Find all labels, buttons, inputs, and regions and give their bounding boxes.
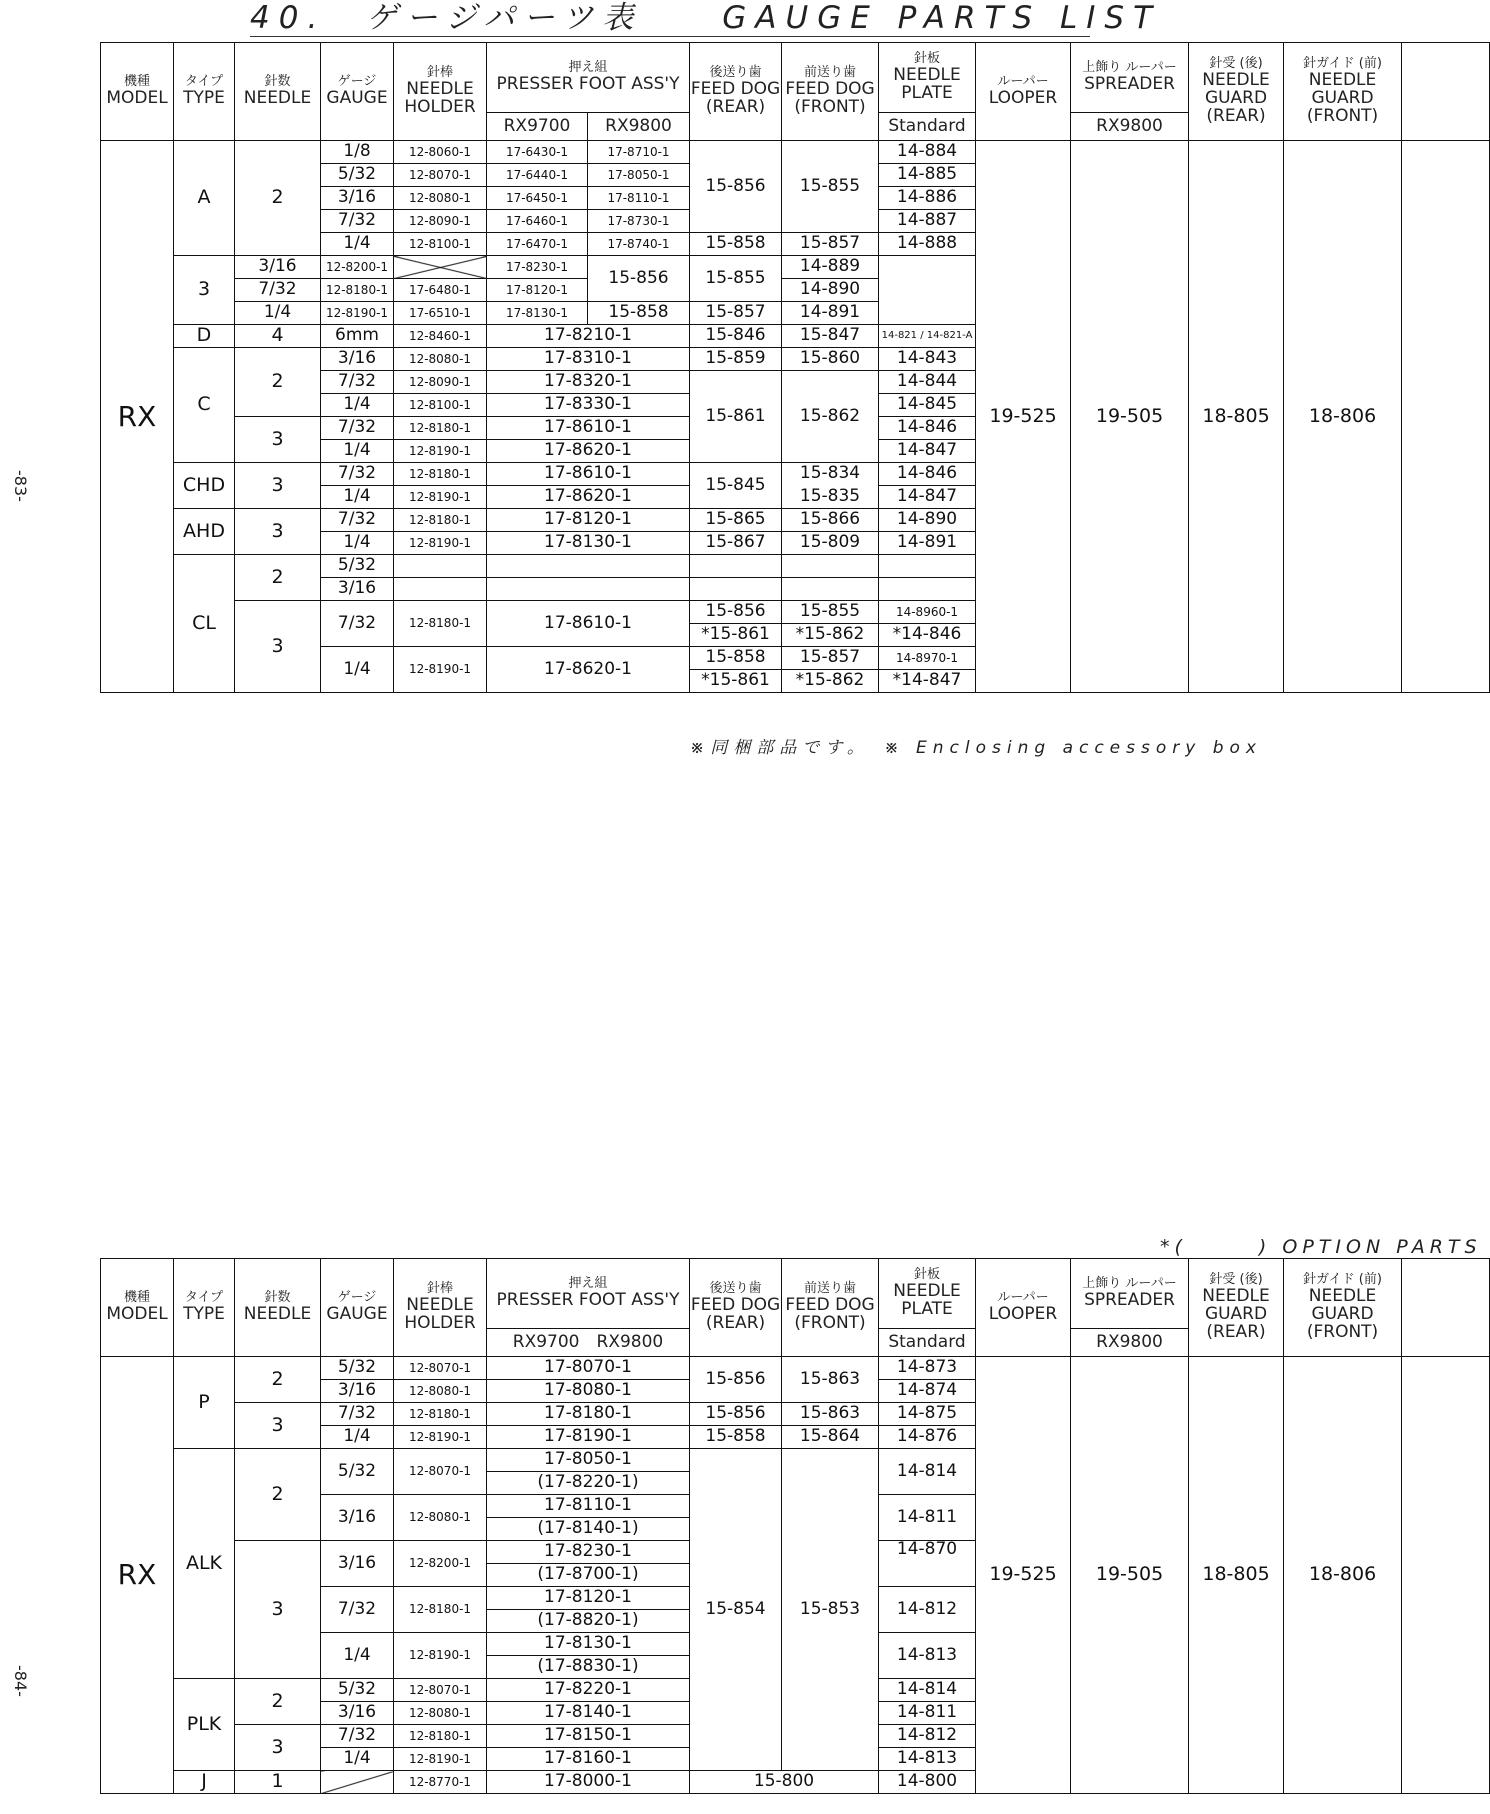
guard-front-cell: 18-806 [1284, 141, 1402, 693]
feed-rear-cell: 15-858 [690, 647, 782, 670]
plate-cell: *14-846 [879, 624, 976, 647]
feed-front-cell: 15-855 [782, 141, 879, 233]
holder-cell: 12-8070-1 [394, 164, 487, 187]
presser-option-cell: (17-8830-1) [487, 1656, 690, 1679]
page-number: -84- [11, 1665, 30, 1697]
needle-cell: 2 [235, 141, 321, 256]
feed-front-cell: 15-862 [782, 371, 879, 463]
type-cell: AHD [174, 509, 235, 555]
header-needle-holder: 針棒 NEEDLE HOLDER [394, 43, 487, 141]
header-model: 機種 MODEL [101, 1259, 174, 1357]
feed-rear-cell: 15-861 [690, 371, 782, 463]
feed-dog-cell: 15-800 [690, 1771, 879, 1794]
needle-cell: 2 [235, 555, 321, 601]
feed-rear-cell: 15-856 [588, 256, 690, 302]
holder-cell: 12-8190-1 [394, 532, 487, 555]
holder-cell: 12-8100-1 [394, 394, 487, 417]
presser-cell: 17-8120-1 [487, 509, 690, 532]
gauge-cell: 7/32 [321, 463, 394, 486]
plate-cell: 14-885 [879, 164, 976, 187]
plate-cell: 14-884 [879, 141, 976, 164]
feed-rear-cell: 15-856 [690, 1403, 782, 1426]
presser-rx9800-cell: 17-8120-1 [487, 279, 588, 302]
model-cell: RX [101, 141, 174, 693]
header-spreader-rx9800: RX9800 [1071, 113, 1189, 141]
presser-cell: 17-8070-1 [487, 1357, 690, 1380]
holder-cell: 12-8180-1 [394, 601, 487, 647]
feed-front-cell: 15-835 [782, 486, 879, 509]
plate-cell: 14-8960-1 [879, 601, 976, 624]
needle-cell: 3 [235, 509, 321, 555]
gauge-cell: 1/8 [321, 141, 394, 164]
gauge-cell: 3/16 [321, 1495, 394, 1541]
needle-cell: 3 [235, 463, 321, 509]
type-cell: D [174, 325, 235, 348]
plate-cell: 14-813 [879, 1633, 976, 1679]
plate-cell: 14-846 [879, 417, 976, 440]
gauge-cell: 1/4 [321, 233, 394, 256]
header-rx9700: RX9700 [487, 113, 588, 141]
presser-option-cell: (17-8140-1) [487, 1518, 690, 1541]
presser-rx9700-cell: 17-6510-1 [394, 302, 487, 325]
gauge-cell: 1/4 [321, 486, 394, 509]
feed-rear-cell: 15-858 [690, 1426, 782, 1449]
plate-cell: 14-874 [879, 1380, 976, 1403]
feed-front-cell: *15-862 [782, 624, 879, 647]
feed-rear-cell: *15-861 [690, 624, 782, 647]
gauge-cell: 1/4 [321, 394, 394, 417]
feed-rear-cell [690, 555, 782, 578]
feed-front-cell: *15-862 [782, 670, 879, 693]
plate-cell: 14-812 [879, 1725, 976, 1748]
needle-cell: 3 [235, 1403, 321, 1449]
feed-rear-cell: *15-861 [690, 670, 782, 693]
plate-cell: 14-800 [879, 1771, 976, 1794]
feed-front-cell: 15-857 [782, 233, 879, 256]
presser-cell: 17-8000-1 [487, 1771, 690, 1794]
plate-cell: 14-886 [879, 187, 976, 210]
presser-cell: 17-8050-1 [487, 1449, 690, 1472]
feed-rear-cell: 15-846 [690, 325, 782, 348]
header-blank [1402, 43, 1490, 141]
presser-rx9700-cell: 17-6460-1 [487, 210, 588, 233]
feed-front-cell [782, 555, 879, 578]
presser-cell: 17-8190-1 [487, 1426, 690, 1449]
gauge-cell: 1/4 [321, 1633, 394, 1679]
holder-cell: 12-8080-1 [394, 1380, 487, 1403]
holder-cell [394, 555, 487, 578]
gauge-cell: 7/32 [321, 210, 394, 233]
presser-rx9800-cell: 17-8730-1 [588, 210, 690, 233]
gauge-cell: 7/32 [321, 417, 394, 440]
feed-front-cell: 15-855 [690, 256, 782, 302]
presser-option-cell: (17-8220-1) [487, 1472, 690, 1495]
plate-cell: 14-814 [879, 1449, 976, 1495]
needle-cell: 3 [235, 1725, 321, 1771]
plate-cell: 14-847 [879, 440, 976, 463]
header-gauge: ゲージ GAUGE [321, 1259, 394, 1357]
feed-front-cell [782, 578, 879, 601]
plate-cell [879, 578, 976, 601]
holder-cell: 12-8180-1 [394, 1403, 487, 1426]
blank-cell [1402, 141, 1490, 693]
header-feed-dog-rear: 後送り歯 FEED DOG (REAR) [690, 1259, 782, 1357]
presser-rx9800-cell: 17-8740-1 [588, 233, 690, 256]
needle-cell: 3 [235, 417, 321, 463]
header-rx9800: RX9800 [588, 113, 690, 141]
presser-cell: 17-8620-1 [487, 486, 690, 509]
guard-rear-cell: 18-805 [1189, 1357, 1284, 1794]
header-standard: Standard [879, 113, 976, 141]
plate-cell: 14-887 [879, 210, 976, 233]
page-number: -83- [11, 470, 30, 502]
presser-cell: 17-8180-1 [487, 1403, 690, 1426]
spreader-cell: 19-505 [1071, 1357, 1189, 1794]
presser-cell: 17-8120-1 [487, 1587, 690, 1610]
holder-cell: 12-8090-1 [394, 210, 487, 233]
feed-rear-cell: 15-854 [690, 1449, 782, 1771]
feed-rear-cell: 15-858 [588, 302, 690, 325]
plate-cell: 14-889 [782, 256, 879, 279]
guard-front-cell: 18-806 [1284, 1357, 1402, 1794]
header-needle-holder: 針棒 NEEDLE HOLDER [394, 1259, 487, 1357]
type-cell: C [174, 348, 235, 463]
presser-rx9700-cell: 17-6450-1 [487, 187, 588, 210]
needle-cell: 3 [235, 601, 321, 693]
header-needle-plate: 針板 NEEDLE PLATE [879, 1259, 976, 1329]
feed-rear-cell [690, 578, 782, 601]
slashed-empty-cell [321, 1771, 394, 1794]
type-cell: P [174, 1357, 235, 1449]
gauge-cell: 5/32 [321, 1679, 394, 1702]
gauge-cell: 5/32 [321, 555, 394, 578]
model-cell: RX [101, 1357, 174, 1794]
holder-cell: 12-8070-1 [394, 1679, 487, 1702]
feed-front-cell: 15-809 [782, 532, 879, 555]
holder-cell: 12-8180-1 [394, 1725, 487, 1748]
header-spreader: 上飾り ルーパー SPREADER [1071, 43, 1189, 113]
presser-cell: 17-8210-1 [487, 325, 690, 348]
plate-cell: 14-888 [879, 233, 976, 256]
presser-cell: 17-8110-1 [487, 1495, 690, 1518]
holder-cell: 12-8070-1 [394, 1357, 487, 1380]
header-type: タイプ TYPE [174, 43, 235, 141]
plate-cell: 14-814 [879, 1679, 976, 1702]
looper-cell: 19-525 [976, 1357, 1071, 1794]
header-gauge: ゲージ GAUGE [321, 43, 394, 141]
gauge-cell: 7/32 [321, 509, 394, 532]
header-needle: 針数 NEEDLE [235, 43, 321, 141]
needle-cell: 2 [235, 1679, 321, 1725]
header-feed-dog-front: 前送り歯 FEED DOG (FRONT) [782, 43, 879, 141]
presser-rx9700-cell: 17-6440-1 [487, 164, 588, 187]
gauge-cell: 6mm [321, 325, 394, 348]
header-needle-guard-rear: 針受 (後) NEEDLE GUARD (REAR) [1189, 1259, 1284, 1357]
plate-cell: 14-8970-1 [879, 647, 976, 670]
header-needle: 針数 NEEDLE [235, 1259, 321, 1357]
presser-cell: 17-8140-1 [487, 1702, 690, 1725]
presser-cell: 17-8230-1 [487, 1541, 690, 1564]
holder-cell: 12-8180-1 [394, 509, 487, 532]
presser-cell: 17-8610-1 [487, 417, 690, 440]
plate-cell: 14-811 [879, 1495, 976, 1541]
gauge-cell: 3/16 [321, 578, 394, 601]
plate-cell: 14-812 [879, 1587, 976, 1633]
gauge-cell: 1/4 [321, 440, 394, 463]
holder-cell: 12-8180-1 [394, 1587, 487, 1633]
presser-cell: 17-8620-1 [487, 440, 690, 463]
holder-cell: 12-8070-1 [394, 1449, 487, 1495]
presser-option-cell: (17-8700-1) [487, 1564, 690, 1587]
spreader-cell: 19-505 [1071, 141, 1189, 693]
blank-cell [1402, 1357, 1490, 1794]
presser-rx9700-cell: 17-6480-1 [394, 279, 487, 302]
feed-front-cell: 15-866 [782, 509, 879, 532]
plate-cell: 14-870 [879, 1541, 976, 1587]
type-cell: PLK [174, 1679, 235, 1771]
needle-cell: 3 [235, 1541, 321, 1679]
presser-cell: 17-8130-1 [487, 532, 690, 555]
gauge-cell: 5/32 [321, 1449, 394, 1495]
holder-cell: 12-8100-1 [394, 233, 487, 256]
gauge-cell: 5/32 [321, 164, 394, 187]
header-needle-guard-front: 針ガイド (前) NEEDLE GUARD (FRONT) [1284, 43, 1402, 141]
needle-cell: 2 [235, 348, 321, 417]
feed-front-cell: 15-855 [782, 601, 879, 624]
gauge-cell: 7/32 [321, 1403, 394, 1426]
header-blank [1402, 1259, 1490, 1357]
plate-cell: 14-821 / 14-821-A [879, 325, 976, 348]
plate-cell: 14-891 [782, 302, 879, 325]
presser-rx9800-cell: 17-8230-1 [487, 256, 588, 279]
feed-front-cell: 15-847 [782, 325, 879, 348]
header-spreader-rx9800: RX9800 [1071, 1329, 1189, 1357]
holder-cell: 12-8080-1 [394, 348, 487, 371]
header-needle-guard-rear: 針受 (後) NEEDLE GUARD (REAR) [1189, 43, 1284, 141]
presser-cell: 17-8610-1 [487, 463, 690, 486]
holder-cell: 12-8460-1 [394, 325, 487, 348]
gauge-cell: 5/32 [321, 1357, 394, 1380]
header-rx-models: RX9700 RX9800 [487, 1329, 690, 1357]
feed-rear-cell: 15-856 [690, 601, 782, 624]
presser-cell: 17-8080-1 [487, 1380, 690, 1403]
holder-cell: 12-8080-1 [394, 187, 487, 210]
presser-rx9800-cell: 17-8110-1 [588, 187, 690, 210]
gauge-cell: 1/4 [321, 647, 394, 693]
gauge-cell: 7/32 [321, 371, 394, 394]
holder-cell: 12-8200-1 [394, 1541, 487, 1587]
plate-cell: *14-847 [879, 670, 976, 693]
type-cell: ALK [174, 1449, 235, 1679]
gauge-cell: 1/4 [321, 1748, 394, 1771]
header-spreader: 上飾り ルーパー SPREADER [1071, 1259, 1189, 1329]
holder-cell: 12-8190-1 [394, 647, 487, 693]
feed-front-cell: 15-853 [782, 1449, 879, 1771]
presser-rx9700-cell: 17-6470-1 [487, 233, 588, 256]
feed-front-cell: 15-857 [690, 302, 782, 325]
holder-cell: 12-8190-1 [394, 1426, 487, 1449]
gauge-cell: 1/4 [321, 532, 394, 555]
gauge-cell: 1/4 [235, 302, 321, 325]
presser-cell: 17-8220-1 [487, 1679, 690, 1702]
needle-cell: 2 [235, 1357, 321, 1403]
header-feed-dog-rear: 後送り歯 FEED DOG (REAR) [690, 43, 782, 141]
presser-cell: 17-8610-1 [487, 601, 690, 647]
needle-cell: 3 [174, 256, 235, 325]
gauge-cell: 3/16 [321, 1380, 394, 1403]
crossed-empty-cell [394, 256, 487, 279]
page-title: 40. ゲージパーツ表 GAUGE PARTS LIST [250, 0, 1162, 36]
holder-cell: 12-8190-1 [394, 1748, 487, 1771]
presser-option-cell: (17-8820-1) [487, 1610, 690, 1633]
needle-cell: 4 [235, 325, 321, 348]
holder-cell: 12-8770-1 [394, 1771, 487, 1794]
holder-cell: 12-8180-1 [394, 463, 487, 486]
plate-cell: 14-845 [879, 394, 976, 417]
presser-cell: 17-8620-1 [487, 647, 690, 693]
type-cell: CHD [174, 463, 235, 509]
plate-cell: 14-873 [879, 1357, 976, 1380]
gauge-parts-table-2 [100, 1258, 1490, 1794]
holder-cell: 12-8080-1 [394, 1702, 487, 1725]
feed-rear-cell: 15-859 [690, 348, 782, 371]
gauge-cell: 3/16 [321, 187, 394, 210]
gauge-cell: 3/16 [235, 256, 321, 279]
needle-cell: 2 [235, 1449, 321, 1541]
holder-cell: 12-8190-1 [394, 440, 487, 463]
type-cell: A [174, 141, 235, 256]
presser-rx9800-cell: 17-8710-1 [588, 141, 690, 164]
feed-front-cell: 15-857 [782, 647, 879, 670]
feed-front-cell: 15-863 [782, 1357, 879, 1403]
holder-cell: 12-8180-1 [394, 417, 487, 440]
holder-cell: 12-8080-1 [394, 1495, 487, 1541]
gauge-cell: 7/32 [321, 601, 394, 647]
presser-rx9800-cell: 17-8130-1 [487, 302, 588, 325]
gauge-cell: 7/32 [235, 279, 321, 302]
feed-front-cell: 15-864 [782, 1426, 879, 1449]
feed-front-cell: 15-834 [782, 463, 879, 486]
header-needle-plate: 針板 NEEDLE PLATE [879, 43, 976, 113]
plate-cell: 14-875 [879, 1403, 976, 1426]
holder-cell: 12-8060-1 [394, 141, 487, 164]
presser-cell: 17-8160-1 [487, 1748, 690, 1771]
plate-cell: 14-890 [782, 279, 879, 302]
holder-cell: 12-8180-1 [321, 279, 394, 302]
feed-rear-cell: 15-865 [690, 509, 782, 532]
feed-rear-cell: 15-856 [690, 141, 782, 233]
holder-cell: 12-8090-1 [394, 371, 487, 394]
presser-cell: 17-8150-1 [487, 1725, 690, 1748]
gauge-cell: 7/32 [321, 1725, 394, 1748]
presser-cell: 17-8330-1 [487, 394, 690, 417]
presser-cell: 17-8310-1 [487, 348, 690, 371]
holder-cell: 12-8190-1 [394, 1633, 487, 1679]
presser-rx9700-cell: 17-6430-1 [487, 141, 588, 164]
type-cell: J [174, 1771, 235, 1794]
footnote: ※同梱部品です。 ※ Enclosing accessory box [690, 738, 1262, 758]
feed-front-cell: 15-863 [782, 1403, 879, 1426]
header-presser-foot: 押え組 PRESSER FOOT ASS'Y [487, 43, 690, 113]
presser-cell: 17-8320-1 [487, 371, 690, 394]
presser-cell [487, 578, 690, 601]
feed-rear-cell: 15-845 [690, 463, 782, 509]
gauge-cell: 3/16 [321, 1702, 394, 1725]
plate-cell: 14-813 [879, 1748, 976, 1771]
feed-rear-cell: 15-858 [690, 233, 782, 256]
plate-cell: 14-844 [879, 371, 976, 394]
gauge-cell: 3/16 [321, 1541, 394, 1587]
header-looper: ルーパー LOOPER [976, 43, 1071, 141]
needle-cell: 1 [235, 1771, 321, 1794]
holder-cell: 12-8190-1 [321, 302, 394, 325]
holder-cell: 12-8200-1 [321, 256, 394, 279]
presser-cell [487, 555, 690, 578]
guard-rear-cell: 18-805 [1189, 141, 1284, 693]
header-feed-dog-front: 前送り歯 FEED DOG (FRONT) [782, 1259, 879, 1357]
plate-cell: 14-876 [879, 1426, 976, 1449]
header-standard: Standard [879, 1329, 976, 1357]
plate-cell: 14-847 [879, 486, 976, 509]
gauge-cell: 1/4 [321, 1426, 394, 1449]
gauge-cell: 7/32 [321, 1587, 394, 1633]
plate-cell [879, 555, 976, 578]
gauge-parts-table-1 [100, 42, 1490, 693]
header-presser-foot: 押え組 PRESSER FOOT ASS'Y [487, 1259, 690, 1329]
type-cell: CL [174, 555, 235, 693]
looper-cell: 19-525 [976, 141, 1071, 693]
plate-cell: 14-891 [879, 532, 976, 555]
plate-cell: 14-843 [879, 348, 976, 371]
presser-rx9800-cell: 17-8050-1 [588, 164, 690, 187]
holder-cell [394, 578, 487, 601]
plate-cell: 14-811 [879, 1702, 976, 1725]
header-looper: ルーパー LOOPER [976, 1259, 1071, 1357]
feed-rear-cell: 15-856 [690, 1357, 782, 1403]
holder-cell: 12-8190-1 [394, 486, 487, 509]
header-needle-guard-front: 針ガイド (前) NEEDLE GUARD (FRONT) [1284, 1259, 1402, 1357]
header-model: 機種 MODEL [101, 43, 174, 141]
plate-cell: 14-890 [879, 509, 976, 532]
feed-rear-cell: 15-867 [690, 532, 782, 555]
option-parts-note: *( ) OPTION PARTS [1160, 1236, 1482, 1258]
gauge-cell: 3/16 [321, 348, 394, 371]
header-type: タイプ TYPE [174, 1259, 235, 1357]
feed-front-cell: 15-860 [782, 348, 879, 371]
plate-cell: 14-846 [879, 463, 976, 486]
presser-cell: 17-8130-1 [487, 1633, 690, 1656]
